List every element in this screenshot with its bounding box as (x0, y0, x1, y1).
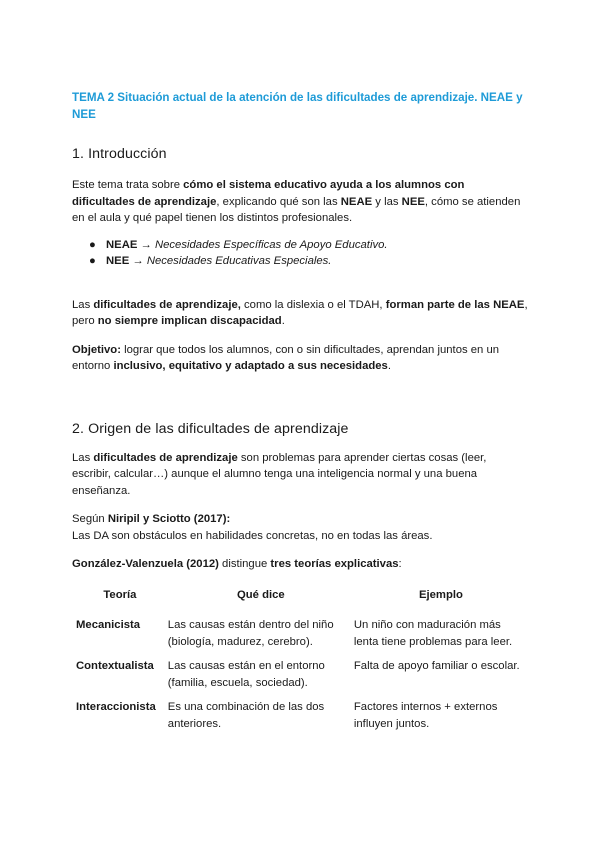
text-run: son problemas para aprender ciertas cosas (leer, escribir, calcular…) aunque el alumno tenga una inteligencia normal y una buena enseñanza. (72, 451, 487, 497)
intro-paragraph (72, 177, 528, 227)
bullet-icon: ● (89, 238, 96, 251)
text-run: , cómo se atienden en el aula y qué papel tienen los distintos profesionales. (72, 195, 521, 224)
acronym-description: Necesidades Educativas Especiales. (146, 255, 332, 267)
text-run: lograr que todos los alumnos, con o sin dificultades, aprendan juntos en un entorno (72, 343, 500, 372)
list-item (89, 253, 528, 270)
list-item (89, 237, 528, 254)
column-header: Ejemplo (418, 588, 463, 601)
bold-run: González-Valenzuela (2012) (72, 558, 219, 570)
bold-run: Objetivo: (72, 343, 121, 356)
table-cell-dice: Las causas están en el entorno (familia, escuela, sociedad). (167, 660, 325, 689)
column-header: Teoría (103, 588, 137, 601)
definition-paragraph (72, 450, 528, 500)
bold-run: tres teorías explicativas (270, 558, 399, 570)
text-run: Según (72, 513, 108, 525)
citation-paragraph (72, 511, 528, 544)
column-header: Qué dice (236, 588, 285, 601)
table-cell-teoria: Contextualista (76, 660, 154, 672)
text-run: Las DA son obstáculos en habilidades concretas, no en todas las áreas. (72, 529, 433, 542)
theories-table (72, 587, 528, 741)
text-run: . (387, 360, 391, 372)
acronym-list (72, 237, 528, 270)
section-heading-introduccion: 1. Introducción (72, 146, 167, 162)
table-cell-teoria: Interaccionista (76, 701, 156, 713)
acronym: NEE (106, 255, 130, 267)
arrow-icon: → (137, 238, 155, 251)
objective-paragraph (72, 342, 528, 375)
text-run: distingue (218, 558, 271, 570)
bold-run: inclusivo, equitativo y adaptado a sus necesidades (113, 360, 388, 372)
bold-run: forman parte de las NEAE (385, 298, 525, 311)
difficulties-paragraph (72, 297, 528, 330)
table-cell-dice: Es una combinación de las dos anteriores. (167, 701, 325, 730)
text-run: como la dislexia o el TDAH, (240, 298, 386, 311)
bold-run: dificultades de aprendizaje, (93, 298, 241, 311)
bold-run: NEAE (340, 195, 373, 208)
text-run: Las (72, 298, 94, 311)
section-heading-origen: 2. Origen de las dificultades de aprendizaje (72, 420, 349, 437)
text-run: : (398, 558, 402, 570)
text-run: , pero (72, 298, 528, 327)
table-header-row (72, 587, 528, 618)
document-title: TEMA 2 Situación actual de la atención de las dificultades de aprendizaje. NEAE y NEE (72, 91, 523, 121)
table-row (72, 617, 528, 658)
bold-run: dificultades de aprendizaje (93, 451, 238, 464)
table-cell-ejemplo: Falta de apoyo familiar o escolar. (353, 660, 520, 672)
acronym: NEAE (106, 238, 138, 251)
table-row (72, 699, 528, 740)
text-run: . (281, 315, 285, 327)
text-run: , explicando qué son las (216, 195, 341, 208)
acronym-description: Necesidades Específicas de Apoyo Educativo. (154, 238, 388, 251)
bold-run: no siempre implican discapacidad (97, 315, 282, 327)
bullet-icon: ● (89, 255, 96, 267)
bold-run: NEE (401, 195, 425, 208)
table-row (72, 658, 528, 699)
text-run: y las (372, 195, 402, 208)
bold-run: Niripil y Sciotto (2017): (107, 513, 231, 525)
text-run: Este tema trata sobre (72, 179, 184, 191)
table-cell-dice: Las causas están dentro del niño (biología, madurez, cerebro). (167, 619, 334, 648)
table-cell-ejemplo: Un niño con maduración más lenta tiene problemas para leer. (353, 619, 513, 648)
arrow-icon: → (129, 255, 147, 267)
table-cell-ejemplo: Factores internos + externos influyen juntos. (353, 701, 498, 730)
theories-intro-paragraph (72, 556, 528, 573)
table-cell-teoria: Mecanicista (76, 619, 141, 631)
text-run: Las (72, 451, 94, 464)
bold-run: cómo el sistema educativo ayuda a los alumnos con dificultades de aprendizaje (72, 179, 465, 208)
